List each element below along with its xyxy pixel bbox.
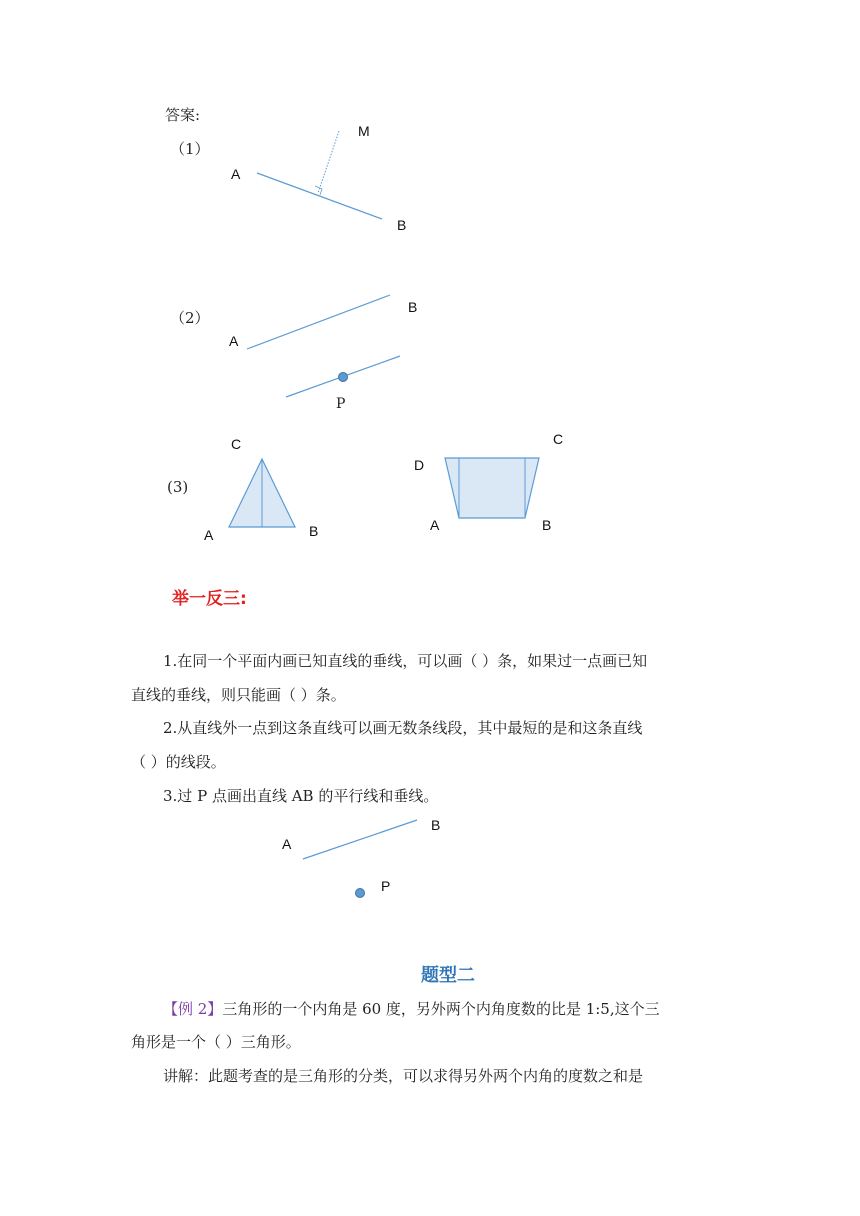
part1-figure [257,131,382,219]
triangle-figure [229,459,295,527]
right-angle-mark [315,186,322,195]
trapezoid-label-d: D [414,457,425,473]
part1-label: （1） [170,140,210,158]
q3-label-a: A [282,836,292,852]
example-line2: 角形是一个（ ）三角形。 [131,1033,301,1051]
q2-line1: 2.从直线外一点到这条直线可以画无数条线段，其中最短的是和这条直线 [163,719,643,737]
triangle-label-a: A [204,527,214,543]
line-ab [303,820,417,859]
point-label-a: A [229,333,239,349]
q2-line2: （ ）的线段。 [131,753,226,771]
triangle-label-c: C [231,436,242,452]
example-text: 三角形的一个内角是 60 度，另外两个内角度数的比是 1:5,这个三 [222,1000,660,1018]
part3-label: (3) [167,478,189,496]
q3-label-b: B [431,817,441,833]
part2-label: （2） [170,309,210,327]
point-label-a: A [231,166,241,182]
q1-line2: 直线的垂线，则只能画（ ）条。 [131,686,346,704]
point-label-m: M [358,123,370,139]
practice-title: 举一反三: [172,589,247,609]
q3-label-p: P [381,878,391,894]
trapezoid-label-c: C [553,431,564,447]
explain-line1: 讲解：此题考查的是三角形的分类，可以求得另外两个内角的度数之和是 [163,1067,644,1085]
trapezoid-label-a: A [430,517,440,533]
trapezoid-label-b: B [542,517,552,533]
trapezoid-figure [445,458,539,518]
q3-figure [303,820,417,898]
section-title: 题型二 [421,965,475,986]
point-label-b: B [408,299,418,315]
example-line1 [163,1002,660,1017]
q3-line1: 3.过 P 点画出直线 AB 的平行线和垂线。 [163,787,439,805]
point-p [339,373,348,382]
triangle-label-b: B [309,523,319,539]
line-ab [247,295,390,349]
line-ab [257,173,382,219]
point-p [356,889,365,898]
q1-line1: 1.在同一个平面内画已知直线的垂线，可以画（ ）条，如果过一点画已知 [163,652,648,670]
point-label-b: B [397,217,407,233]
example-tag: 【例 2】 [163,1000,223,1018]
perpendicular-dotted-line [318,131,339,193]
point-label-p: P [336,396,346,412]
part2-figure [247,295,400,397]
answer-heading: 答案: [165,106,201,124]
